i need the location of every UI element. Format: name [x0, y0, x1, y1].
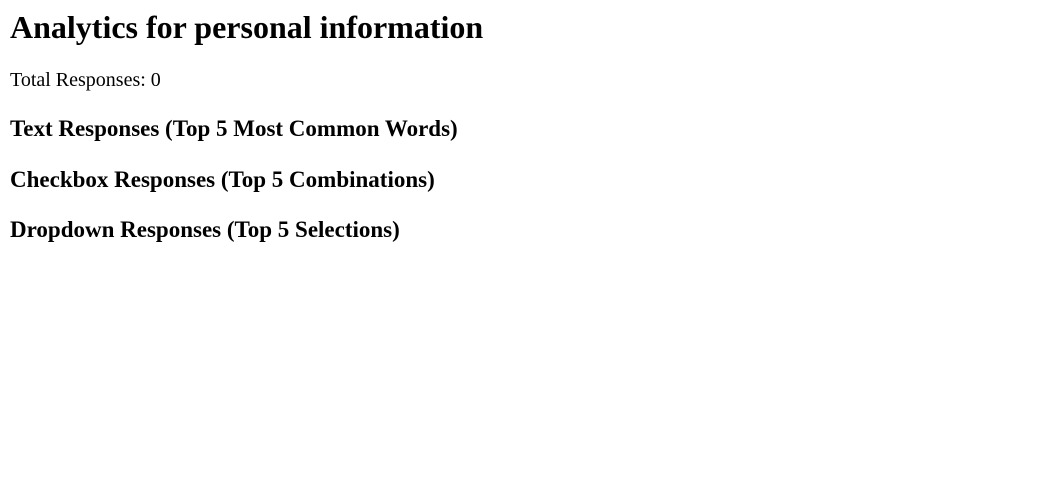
page-title: Analytics for personal information: [10, 9, 484, 45]
text-responses-heading: Text Responses (Top 5 Most Common Words): [10, 116, 458, 141]
checkbox-responses-heading: Checkbox Responses (Top 5 Combinations): [10, 167, 435, 192]
dropdown-responses-heading: Dropdown Responses (Top 5 Selections): [10, 217, 400, 242]
total-responses: Total Responses: 0: [10, 69, 161, 91]
